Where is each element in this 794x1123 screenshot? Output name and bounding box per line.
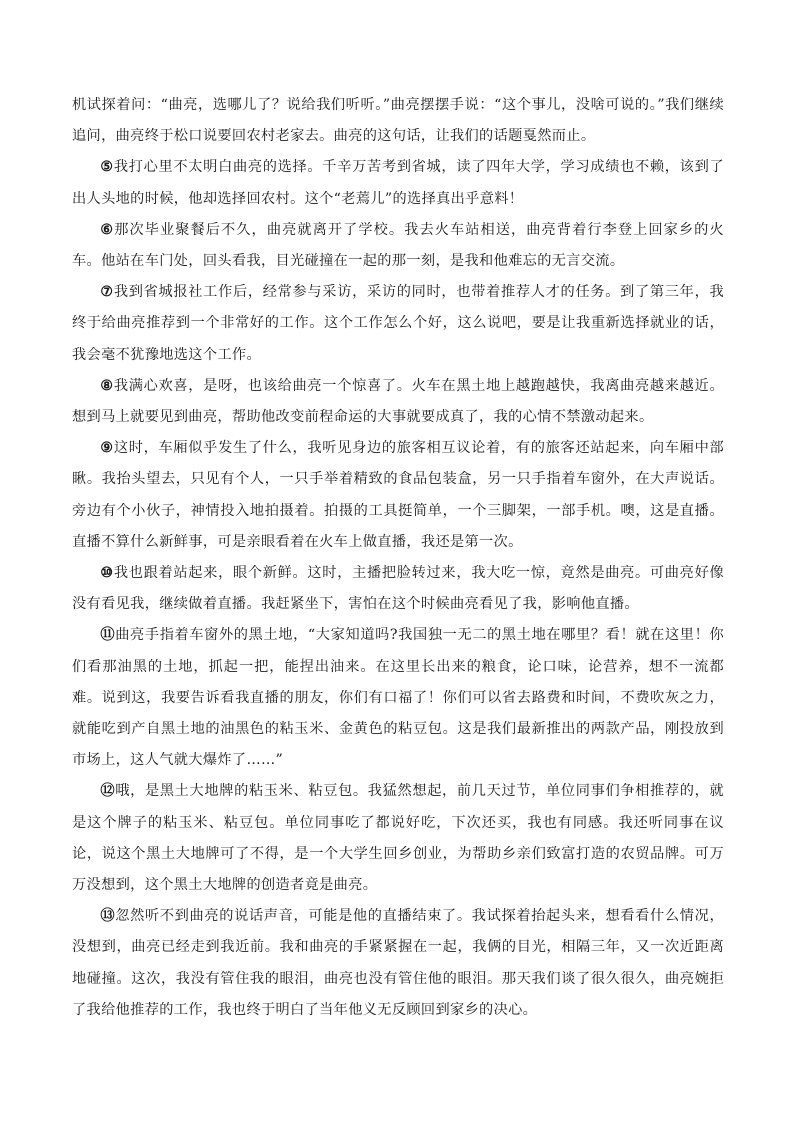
paragraph-7 (72, 277, 724, 371)
document-body (72, 90, 724, 1026)
paragraph-number: ⑧ (100, 377, 114, 394)
paragraph-text: 哦，是黑土大地牌的粘玉米、粘豆包。我猛然想起，前几天过节，单位同事们争相推荐的，就是这个牌子的粘玉米、粘豆包。单位同事吃了都说好吃，下次还买，我也有同感。我还听同事在议论，说这个黑土大地牌可了不得，是一个大学生回乡创业，为帮助乡亲们致富打造的农贸品牌。可万万没想到，这个黑土大地牌的创造者竟是曲亮。 (72, 783, 724, 894)
paragraph-5 (72, 152, 724, 214)
paragraph-number: ⑨ (100, 440, 114, 457)
paragraph-number: ⑦ (100, 284, 114, 301)
paragraph-text: 我到省城报社工作后，经常参与采访，采访的同时，也带着推荐人才的任务。到了第三年，我终于给曲亮推荐到一个非常好的工作。这个工作怎么个好，这么说吧，要是让我重新选择就业的话，我会毫不犹豫地选这个工作。 (72, 284, 724, 363)
paragraph-text: 曲亮手指着车窗外的黑土地，“大家知道吗?我国独一无二的黑土地在哪里？看！就在这里！你们看那油黑的土地，抓起一把，能捏出油来。在这里长出来的粮食，论口味，论营养，想不一流都难。说到这，我要告诉看我直播的朋友，你们有口福了！你们可以省去路费和时间，不费吹灰之力，就能吃到产自黑土地的油黑色的粘玉米、金黄色的粘豆包。这是我们最新推出的两款产品，刚投放到市场上，这人气就大爆炸了……” (72, 627, 724, 769)
paragraph-text: 我也跟着站起来，眼个新鲜。这时，主播把脸转过来，我大吃一惊，竟然是曲亮。可曲亮好像没有看见我，继续做着直播。我赶紧坐下，害怕在这个时候曲亮看见了我，影响他直播。 (72, 565, 724, 613)
paragraph-text: 那次毕业聚餐后不久，曲亮就离开了学校。我去火车站相送，曲亮背着行李登上回家乡的火车。他站在车门处，回头看我，目光碰撞在一起的那一刻，是我和他难忘的无言交流。 (72, 221, 724, 270)
paragraph-8 (72, 371, 724, 433)
paragraph-10 (72, 558, 724, 620)
paragraph-9 (72, 433, 724, 558)
paragraph-6 (72, 215, 724, 277)
paragraph-number: ⑪ (100, 627, 116, 644)
paragraph-text: 我满心欢喜，是呀，也该给曲亮一个惊喜了。火车在黑土地上越跑越快，我离曲亮越来越近。想到马上就要见到曲亮，帮助他改变前程命运的大事就要成真了，我的心情不禁激动起来。 (72, 377, 724, 426)
paragraph-text: 忽然听不到曲亮的说话声音，可能是他的直播结束了。我试探着抬起头来，想看看什么情况，没想到，曲亮已经走到我近前。我和曲亮的手紧紧握在一起，我俩的目光，相隔三年，又一次近距离地碰撞。这次，我没有管住我的眼泪，曲亮也没有管住他的眼泪。那天我们谈了很久很久，曲亮婉拒了我给他推荐的工作，我也终于明白了当年他义无反顾回到家乡的决心。 (72, 908, 724, 1018)
paragraph-number: ⑤ (100, 159, 114, 176)
paragraph-text: 这时，车厢似乎发生了什么，我听见身边的旅客相互议论着，有的旅客还站起来，向车厢中部瞅。我抬头望去，只见有个人，一只手举着精致的食品包装盒，另一只手指着车窗外，在大声说话。旁边有个小伙子，神情投入地拍摄着。拍摄的工具挺简单，一个三脚架，一部手机。噢，这是直播。直播不算什么新鲜事，可是亲眼看着在火车上做直播，我还是第一次。 (72, 440, 724, 550)
paragraph-number: ⑥ (100, 221, 115, 238)
paragraph-number: ⑬ (100, 908, 116, 925)
paragraph-4-continued (72, 90, 724, 152)
paragraph-number: ⑩ (100, 565, 114, 582)
paragraph-text: 我打心里不太明白曲亮的选择。千辛万苦考到省城，读了四年大学，学习成绩也不赖，该到了出人头地的时候，他却选择回农村。这个“老蔫儿”的选择真出乎意料！ (72, 159, 724, 207)
paragraph-11 (72, 620, 724, 776)
paragraph-13 (72, 901, 724, 1026)
paragraph-text: 机试探着问：“曲亮，选哪儿了？说给我们听听。”曲亮摆摆手说：“这个事儿，没啥可说的。”我们继续追问，曲亮终于松口说要回农村老家去。曲亮的这句话，让我们的话题戛然而止。 (72, 97, 724, 145)
paragraph-number: ⑫ (100, 783, 116, 800)
paragraph-12 (72, 776, 724, 901)
